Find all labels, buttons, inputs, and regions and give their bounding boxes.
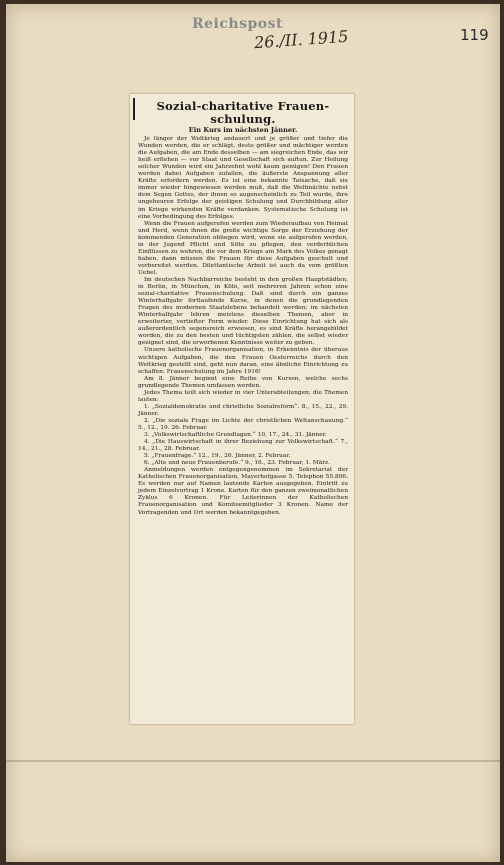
paragraph: Am 8. Jänner beginnt eine Reihe von Kursen, welche sechs grundlegende Themen umfassen werden.: [138, 375, 348, 389]
topic-item: 4. „Die Hauswirtschaft in ihrer Beziehung zur Volkswirtschaft.“ 7., 14., 21., 28. Februar.: [138, 439, 348, 453]
headline-line-1: Sozial-charitative Frauen-: [156, 99, 330, 113]
topic-list: [138, 404, 348, 467]
paragraph: Unsere katholische Frauenorganisation, in Erkenntnis der überaus wichtigen Aufgaben, die den Frauen Oesterreichs durch den Weltkrieg gestellt sind, geht nun daran, eine ähnliche Einrichtung zu schaffen: Frauenschulung im Jahre 1916!: [138, 347, 348, 375]
article-subhead: Ein Kurs im nächsten Jänner.: [188, 126, 298, 134]
closing-paragraph: Anmeldungen werden entgegengenommen im Sekretariat der Katholischen Frauenorganisation, Mayerhofgasse 5. Telephon 55.806. Es werden nur auf Namen lautende Karten ausgegeben. Eintritt zu jedem Einzelvortrag 1 Krone. Karten für den ganzen zweimonatlichen Zyklus 6 Kronen. Für Leiterinnen der Katholischen Frauenorganisation und Komiteemitglieder 3 Kronen. Name der Vortragenden und Ort werden bekanntgegeben.: [138, 467, 348, 516]
page-number: 119: [460, 26, 489, 44]
topic-item: 6. „Alte und neue Frauenberufe.“ 9., 16., 23. Februar, 1. März.: [144, 460, 330, 467]
topic-item: 2. „Die soziale Frage im Lichte der christlichen Weltanschauung.“ 5., 12., 19. 26. Februar.: [138, 417, 348, 431]
topic-item: 3. „Volkswirtschaftliche Grundlagen.“ 10, 17., 24., 31. Jänner.: [144, 432, 327, 439]
headline-line-2: schulung.: [210, 111, 276, 126]
handwritten-date: 26./II. 1915: [253, 26, 349, 53]
paragraph: Jedes Thema teilt sich wieder in vier Unterabteilungen; die Themen lauten:: [138, 389, 348, 403]
topic-item: 1. „Sozialdemokratie und christliche Sozialreform“. 8., 15., 22., 29. Jänner.: [138, 403, 348, 417]
paragraph: Wenn die Frauen aufgerufen werden zum Wiederaufbau von Heimat und Herd, wenn ihnen die große wichtige Sorge der Erziehung der kommenden Generation obliegen wird, wenn sie aufgerufen werden, in der Jugend Pflicht und Sitte zu pflegen, den verderblichen Einflüssen zu wehren, die vor dem Kriege am Mark des Volkes genagt haben, dann müssen die Frauen für diese Aufgaben geschult und vorbereitet werden. Dilettantische Arbeit ist auch da vom größten Uebel.: [138, 220, 348, 276]
newspaper-stamp: Reichspost: [192, 16, 283, 32]
topic-item: 5. „Frauenfrage.“ 12., 19., 26. Jänner, 2. Februar.: [144, 453, 291, 460]
newspaper-clipping: [130, 94, 354, 724]
paragraph: Je länger der Weltkrieg andauert und je größer und tiefer die Wunden werden, die er schlägt, desto größer und mächtiger werden die Aufgaben, die am Ende desselben — am siegreichen Ende, das wir heiß erflehen — vor Staat und Gesellschaft sich auftun. Zur Heilung solcher Wunden wird ein Jahrzehnt wohl kaum genügen! Den Frauen werden dabei Aufgaben zufallen, die äußerste Anspannung aller Kräfte erfordern werden. Es ist eine bekannte Tatsache, daß sie immer wieder hingewiesen werden muß, daß die Weltmächte nebst dem Segen Gottes, der ihnen so augenscheinlich zu Teil wurde, ihre ungeheuren Erfolge der geistigen Schulung und Durchbildung aller im Kriege wirkenden Kräfte verdanken. Systematische Schulung ist eine Vorbedingung des Erfolges.: [138, 136, 348, 220]
paper-fold: [6, 760, 500, 762]
headline-rule: [133, 98, 135, 120]
paragraph: Im deutschen Nachbarreiche besteht in den großen Hauptstädten, in Berlin, in München, in Köln, seit mehreren Jahren schon eine sozial-charitative Frauenschulung. Daß sind durch ein ganzes Winterhalbjahr fortlaufende Kurse, in denen die grundlegenden Fragen des modernen Staatslebens behandelt werden; im nächsten Winterhalbjahr lehren meistens dieselben Themen, aber in erweiterter, vertiefter Form wieder. Diese Einrichtung hat sich als außerordentlich segensreich erwiesen, es sind Kräfte herangebildet worden, die zu den besten und tüchtigsten zählen, die selbst wieder geeignet sind, die erworbenen Kenntnisse weiter zu geben.: [138, 276, 348, 347]
article-headline: [138, 100, 348, 125]
